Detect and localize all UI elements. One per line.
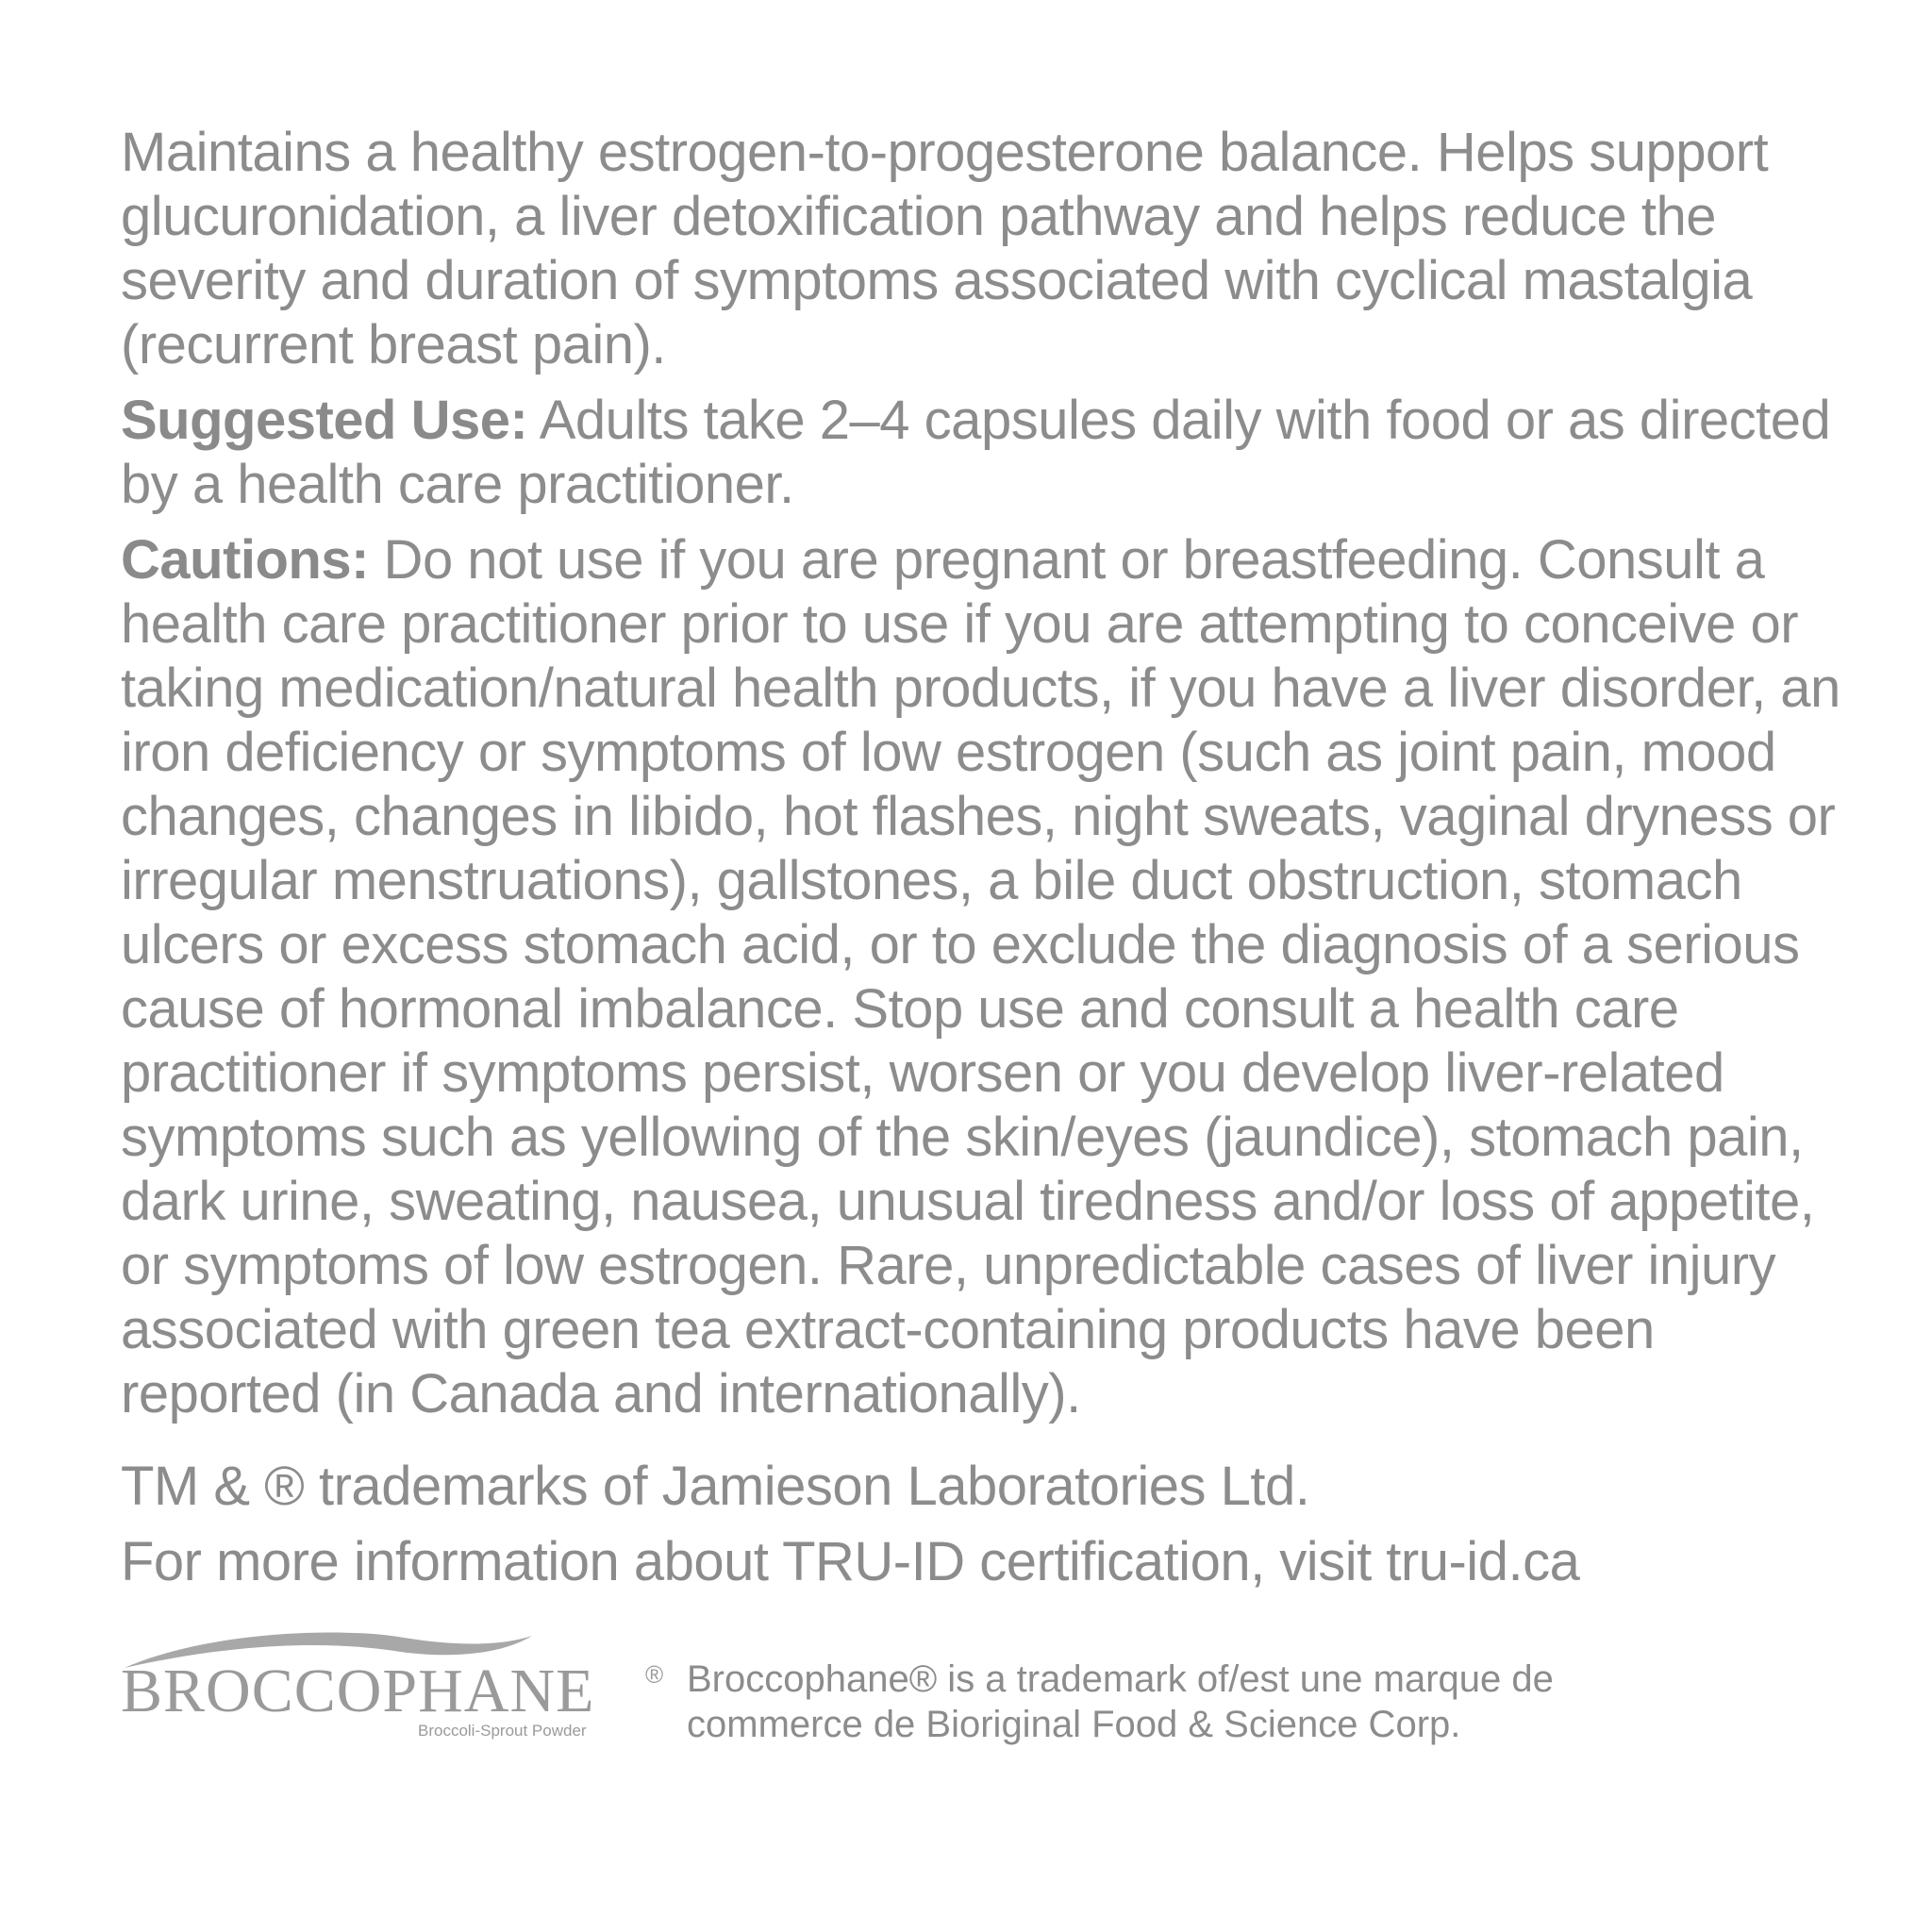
suggested-use-heading: Suggested Use: [121, 390, 528, 451]
brand-trademark-note [687, 1624, 1630, 1747]
label-panel [121, 121, 1847, 1606]
tru-id-note: For more information about TRU-ID certification, visit tru-id.ca [121, 1531, 1580, 1592]
logo-wordmark: BROCCOPHANE [121, 1657, 595, 1725]
brand-row [121, 1624, 1819, 1757]
broccophane-logo [121, 1624, 687, 1747]
product-claim: Maintains a healthy estrogen-to-progesterone balance. Helps support glucuronidation, a liver detoxification pathway and helps reduce the severity and duration of symptoms associated with cyclical mastalgia (recurrent breast pain). [121, 122, 1769, 375]
suggested-use [121, 389, 1847, 517]
cautions [121, 528, 1847, 1426]
suggested-use-text: Adults take 2–4 capsules daily with food or as directed by a health care practitioner. [121, 390, 1831, 515]
trademark-note: TM & ® trademarks of Jamieson Laboratories Ltd. [121, 1456, 1310, 1517]
brand-note-line-1: Broccophane® is a trademark of/est une marque de [687, 1658, 1554, 1700]
cautions-text: Do not use if you are pregnant or breastfeeding. Consult a health care practitioner prior to use if you are attempting to conceive or taking medication/natural health products, if you have a liver disorder, an iron deficiency or symptoms of low estrogen (such as joint pain, mood changes, changes in libido, hot flashes, night sweats, vaginal dryness or irregular menstruations), gallstones, a bile duct obstruction, stomach ulcers or excess stomach acid, or to exclude the diagnosis of a serious cause of hormonal imbalance. Stop use and consult a health care practitioner if symptoms persist, worsen or you develop liver-related symptoms such as yellowing of the skin/eyes (jaundice), stomach pain, dark urine, sweating, nausea, unusual tiredness and/or loss of appetite, or symptoms of low estrogen. Rare, unpredictable cases of liver injury associated with green tea extract-containing products have been reported (in Canada and internationally). [121, 529, 1840, 1424]
cautions-heading: Cautions: [121, 529, 369, 591]
notes [121, 1455, 1847, 1594]
logo-registered-mark: ® [645, 1660, 664, 1689]
logo-tagline: Broccoli-Sprout Powder [418, 1722, 587, 1740]
brand-note-line-2: commerce de Bioriginal Food & Science Corp. [687, 1704, 1461, 1745]
